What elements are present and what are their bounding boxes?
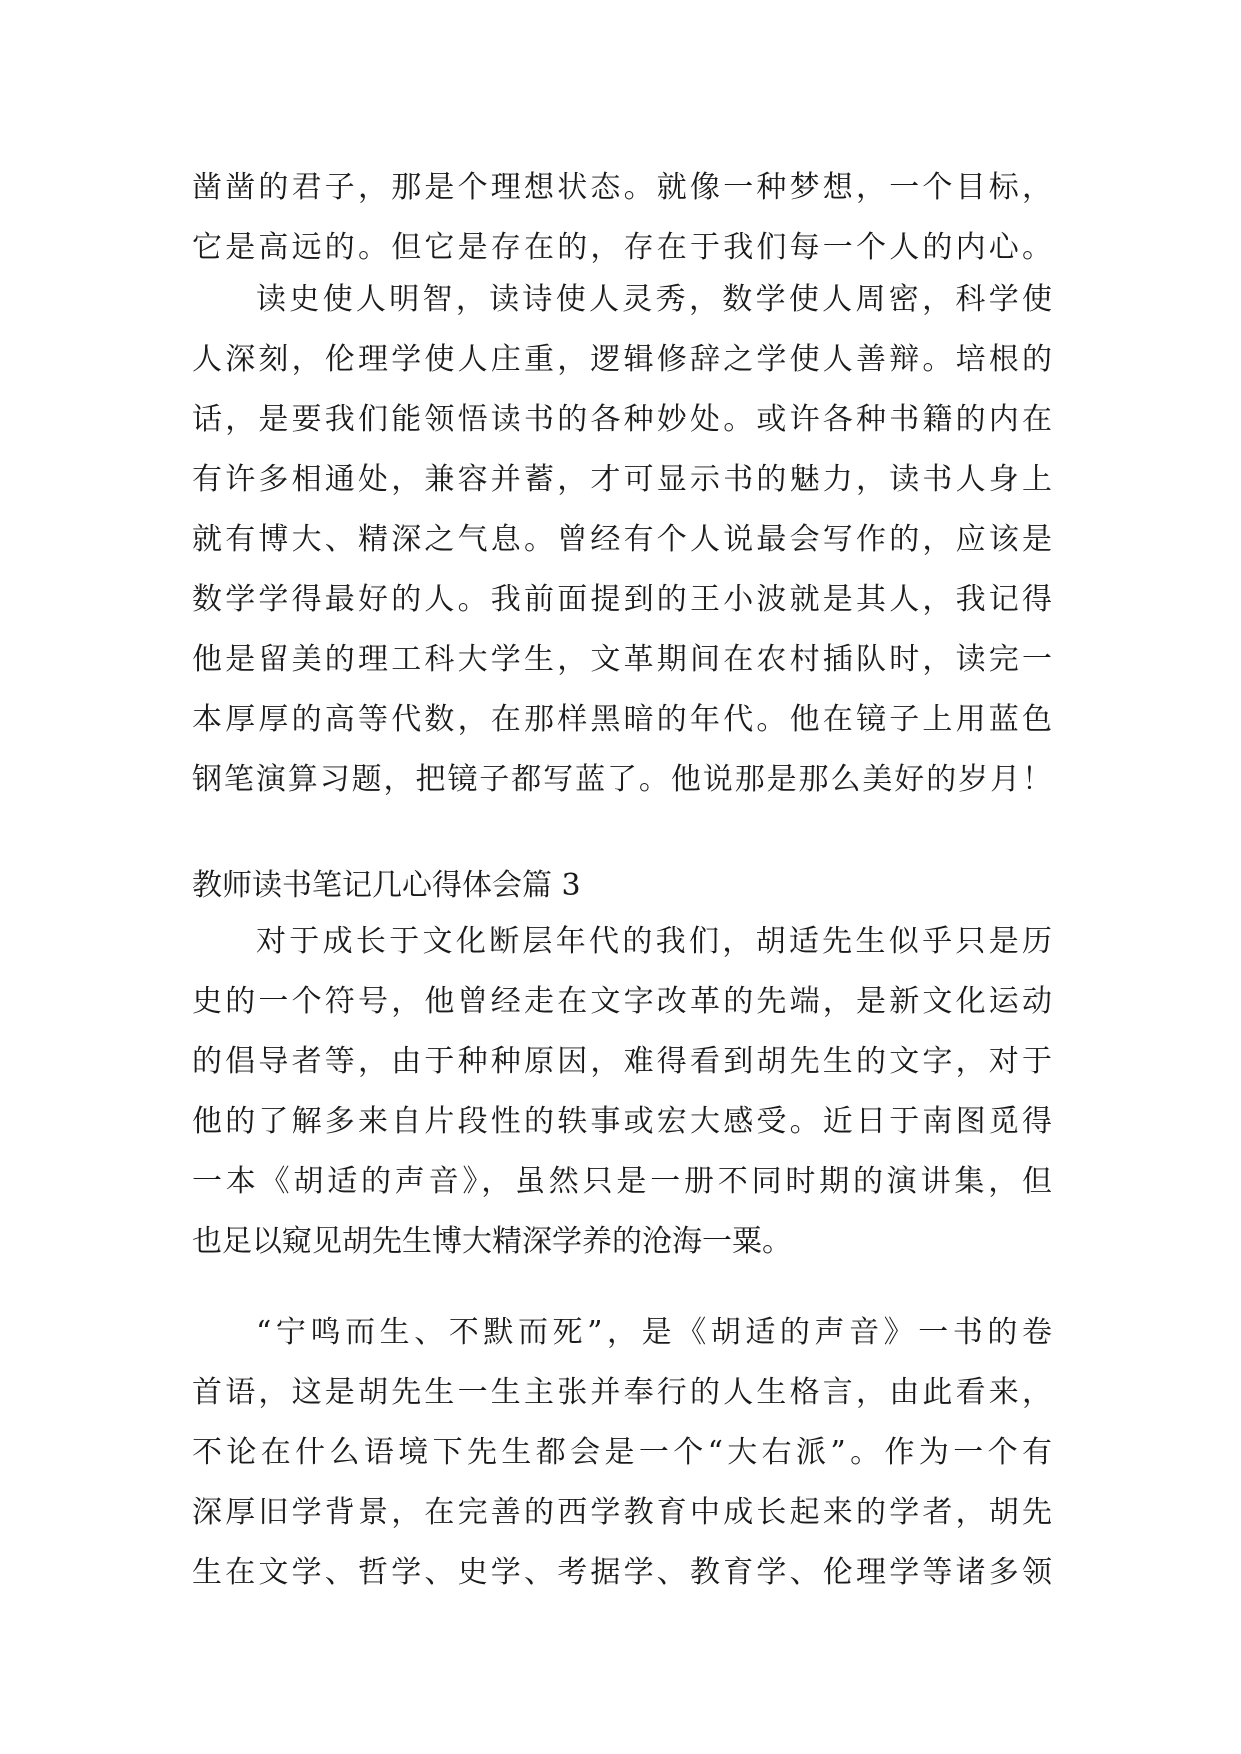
paragraph-continuation [192, 158, 1052, 278]
text-line: 对于成长于文化断层年代的我们，胡适先生似乎只是历 [256, 924, 1052, 959]
text-line: 就有博大、精深之气息。曾经有个人说最会写作的，应该是 [192, 522, 1052, 557]
paragraph-hu-shi-intro [192, 912, 1052, 1272]
text-line: 深厚旧学背景，在完善的西学教育中成长起来的学者，胡先 [192, 1495, 1052, 1530]
text-line: 他的了解多来自片段性的轶事或宏大感受。近日于南图觅得 [192, 1104, 1052, 1139]
paragraph-hu-shi-motto [192, 1303, 1052, 1603]
text-line: 它是高远的。但它是存在的，存在于我们每一个人的内心。 [192, 230, 1052, 265]
text-line: 不论在什么语境下先生都会是一个“大右派”。作为一个有 [192, 1435, 1052, 1470]
text-line: 钢笔演算习题，把镜子都写蓝了。他说那是那么美好的岁月！ [192, 762, 1052, 797]
text-line: 有许多相通处，兼容并蓄，才可显示书的魅力，读书人身上 [192, 462, 1052, 497]
text-line: 凿凿的君子，那是个理想状态。就像一种梦想，一个目标， [192, 170, 1052, 205]
text-line: 读史使人明智，读诗使人灵秀，数学使人周密，科学使 [256, 282, 1052, 317]
section-heading-block [192, 856, 1052, 916]
text-line: 他是留美的理工科大学生，文革期间在农村插队时，读完一 [192, 642, 1052, 677]
text-line: “宁鸣而生、不默而死”，是《胡适的声音》一书的卷 [256, 1315, 1052, 1350]
text-line: 史的一个符号，他曾经走在文字改革的先端，是新文化运动 [192, 984, 1052, 1019]
text-line: 一本《胡适的声音》，虽然只是一册不同时期的演讲集，但 [192, 1164, 1052, 1199]
paragraph-reading [192, 270, 1052, 810]
text-line: 生在文学、哲学、史学、考据学、教育学、伦理学等诸多领 [192, 1555, 1052, 1590]
text-line: 首语，这是胡先生一生主张并奉行的人生格言，由此看来， [192, 1375, 1052, 1410]
text-line: 数学学得最好的人。我前面提到的王小波就是其人，我记得 [192, 582, 1052, 617]
text-line: 本厚厚的高等代数，在那样黑暗的年代。他在镜子上用蓝色 [192, 702, 1052, 737]
section-heading: 教师读书笔记几心得体会篇 3 [192, 868, 581, 903]
text-line: 人深刻，伦理学使人庄重，逻辑修辞之学使人善辩。培根的 [192, 342, 1052, 377]
text-line: 也足以窥见胡先生博大精深学养的沧海一粟。 [192, 1224, 792, 1259]
text-line: 的倡导者等，由于种种原因，难得看到胡先生的文字，对于 [192, 1044, 1052, 1079]
text-line: 话，是要我们能领悟读书的各种妙处。或许各种书籍的内在 [192, 402, 1052, 437]
